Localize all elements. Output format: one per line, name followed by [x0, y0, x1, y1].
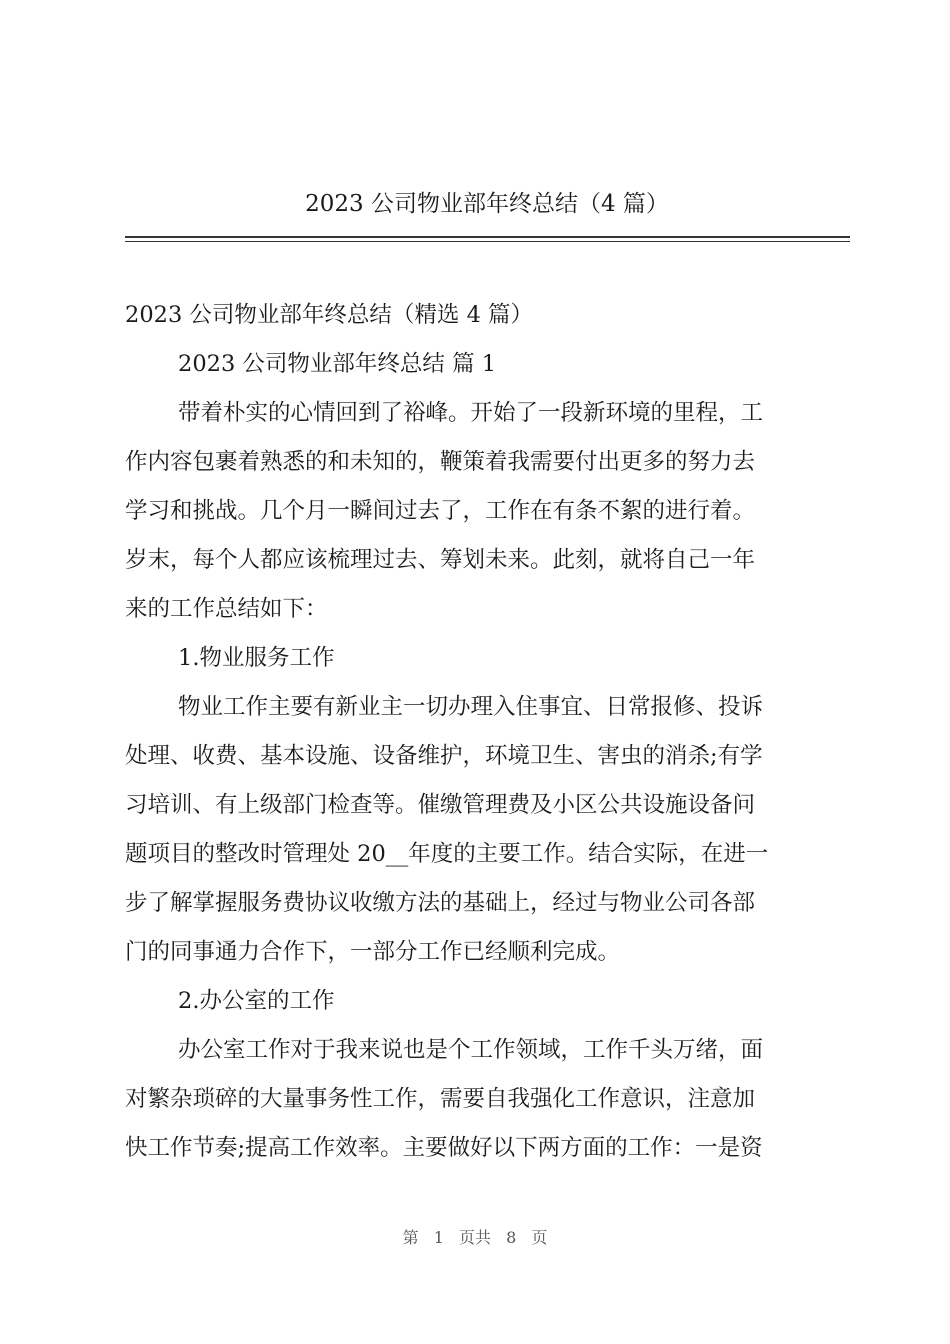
- paragraph-line: 来的工作总结如下：: [125, 596, 328, 622]
- paragraph-line: 处理、收费、基本设施、设备维护，环境卫生、害虫的消杀;有学: [125, 743, 763, 769]
- header-divider-thin: [125, 241, 850, 242]
- subsection-heading: 2.办公室的工作: [178, 988, 335, 1014]
- section-heading: 2023 公司物业部年终总结 篇 1: [178, 351, 497, 377]
- paragraph-line: 带着朴实的心情回到了裕峰。开始了一段新环境的里程，工: [178, 400, 764, 426]
- page-number-footer: 第 1 页共 8 页: [402, 1228, 548, 1247]
- paragraph-line: 对繁杂琐碎的大量事务性工作，需要自我强化工作意识，注意加: [125, 1086, 756, 1112]
- paragraph-line: 习培训、有上级部门检查等。催缴管理费及小区公共设施设备问: [125, 792, 756, 818]
- header-divider: [125, 236, 850, 240]
- paragraph-line: 快工作节奏;提高工作效率。主要做好以下两方面的工作：一是资: [125, 1135, 763, 1161]
- page-header-title: 2023 公司物业部年终总结（4 篇）: [305, 191, 669, 217]
- paragraph-line: 学习和挑战。几个月一瞬间过去了，工作在有条不絮的进行着。: [125, 498, 756, 524]
- subsection-heading: 1.物业服务工作: [178, 645, 335, 671]
- paragraph-line: 岁末，每个人都应该梳理过去、筹划未来。此刻，就将自己一年: [125, 547, 756, 573]
- paragraph-line: 题项目的整改时管理处 20__年度的主要工作。结合实际，在进一: [125, 841, 769, 867]
- paragraph-line: 门的同事通力合作下，一部分工作已经顺利完成。: [125, 939, 621, 965]
- paragraph-line: 办公室工作对于我来说也是个工作领域，工作千头万绪，面: [178, 1037, 764, 1063]
- paragraph-line: 物业工作主要有新业主一切办理入住事宜、日常报修、投诉: [178, 694, 764, 720]
- paragraph-line: 作内容包裹着熟悉的和未知的，鞭策着我需要付出更多的努力去: [125, 449, 756, 475]
- paragraph-line: 步了解掌握服务费协议收缴方法的基础上，经过与物业公司各部: [125, 890, 756, 916]
- document-heading: 2023 公司物业部年终总结（精选 4 篇）: [125, 302, 534, 328]
